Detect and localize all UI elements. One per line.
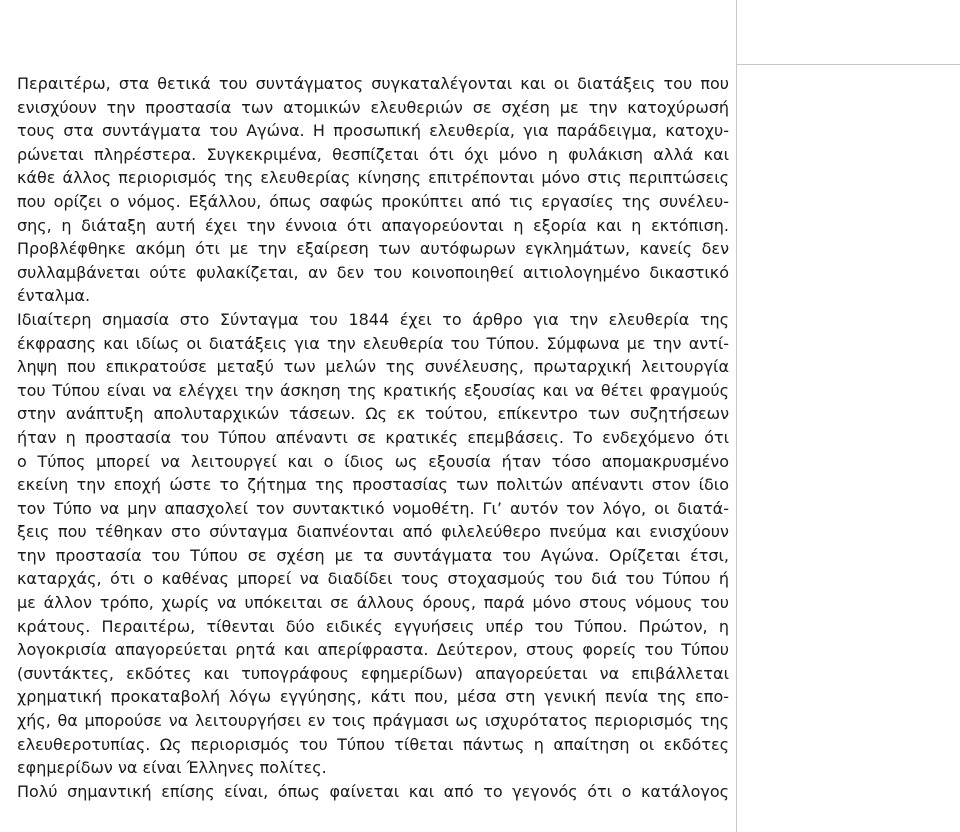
text-line: ρώνεται πληρέστερα. Συγκεκριμένα, θεσπίζεται ότι όχι μόνο η φυλάκιση αλλά και	[17, 144, 729, 164]
page-guide-vertical	[736, 0, 737, 832]
text-line: με άλλον τρόπο, χωρίς να υπόκειται σε άλλους όρους, παρά μόνο στους νόμους του	[17, 593, 729, 613]
text-line: Πολύ σημαντική επίσης είναι, όπως φαίνεται και από το γεγονός ότι ο κατάλογος	[17, 781, 729, 801]
text-line: κάθε άλλος περιορισμός της ελευθερίας κίνησης επιτρέπονται μόνο στις περιπτώσεις	[17, 168, 729, 188]
text-line: (συντάκτες, εκδότες και τυπογράφους εφημερίδων) απαγορεύεται να επιβάλλεται	[17, 663, 729, 683]
text-line: συλλαμβάνεται ούτε φυλακίζεται, αν δεν του κοινοποιηθεί αιτιολογημένο δικαστικό	[17, 262, 729, 282]
text-line: σης, η διάταξη αυτή έχει την έννοια ότι απαγορεύονται η εξορία και η εκτόπιση.	[17, 215, 729, 235]
text-line: καταρχάς, ότι ο καθένας μπορεί να διαδίδει τους στοχασμούς του διά του Τύπου ή	[17, 569, 729, 589]
text-line: στην ανάπτυξη απολυταρχικών τάσεων. Ως εκ τούτου, επίκεντρο των συζητήσεων	[17, 404, 729, 424]
text-line: Προβλέφθηκε ακόμη ότι με την εξαίρεση των αυτόφωρων εγκλημάτων, κανείς δεν	[17, 239, 729, 259]
text-line: λογοκρισία απαγορεύεται ρητά και απερίφραστα. Δεύτερον, στους φορείς του Τύπου	[17, 640, 729, 660]
text-line: Ιδιαίτερη σημασία στο Σύνταγμα του 1844 έχει το άρθρο για την ελευθερία της	[17, 309, 729, 329]
text-line: ληψη που επικρατούσε μεταξύ των μελών της συνέλευσης, πρωταρχική λειτουργία	[17, 357, 729, 377]
text-line: έκφρασης και ιδίως οι διατάξεις για την ελευθερία του Τύπου. Σύμφωνα με την αντί-	[17, 333, 729, 353]
text-line: τον Τύπο να μην απασχολεί τον συντακτικό νομοθέτη. Γι’ αυτόν τον λόγο, οι διατά-	[17, 498, 729, 518]
text-line: ξεις που τέθηκαν στο σύνταγμα διαπνέονται από φιλελεύθερο πνεύμα και ενισχύουν	[17, 522, 729, 542]
text-line: εκείνη την εποχή ώστε το ζήτημα της προστασίας των πολιτών απέναντι στον ίδιο	[17, 475, 729, 495]
text-line: ελευθεροτυπίας. Ως περιορισμός του Τύπου τίθεται πάντως η απαίτηση οι εκδότες	[17, 734, 729, 754]
text-line: τους στα συντάγματα του Αγώνα. Η προσωπική ελευθερία, για παράδειγμα, κατοχυ-	[17, 121, 729, 141]
text-line: την προστασία του Τύπου σε σχέση με τα συντάγματα του Αγώνα. Ορίζεται έτσι,	[17, 545, 729, 565]
text-line: ο Τύπος μπορεί να λειτουργεί και ο ίδιος ως εξουσία ήταν τόσο απομακρυσμένο	[17, 451, 729, 471]
text-line: ήταν η προστασία του Τύπου απέναντι σε κρατικές επεμβάσεις. Το ενδεχόμενο ότι	[17, 427, 729, 447]
body-text	[17, 72, 729, 803]
text-line: ένταλμα.	[17, 286, 91, 306]
text-line: χής, θα μπορούσε να λειτουργήσει εν τοις πράγμασι ως ισχυρότατος περιορισμός της	[17, 711, 729, 731]
text-line: ενισχύουν την προστασία των ατομικών ελευθεριών σε σχέση με την κατοχύρωσή	[17, 97, 729, 117]
text-line: που ορίζει ο νόμος. Εξάλλου, όπως σαφώς προκύπτει από τις εργασίες της συνέλευ-	[17, 191, 729, 211]
text-line: Περαιτέρω, στα θετικά του συντάγματος συγκαταλέγονται και οι διατάξεις του που	[17, 74, 729, 93]
text-line: κράτους. Περαιτέρω, τίθενται δύο ειδικές εγγυήσεις υπέρ του Τύπου. Πρώτον, η	[17, 616, 729, 636]
text-line: εφημερίδων να είναι Έλληνες πολίτες.	[17, 758, 327, 778]
text-line: χρηματική προκαταβολή λόγω εγγύησης, κάτι που, μέσα στη γενική πενία της επο-	[17, 687, 729, 707]
page-guide-horizontal	[736, 64, 960, 65]
text-line: του Τύπου είναι να ελέγχει την άσκηση της κρατικής εξουσίας και να θέτει φραγμούς	[17, 380, 729, 400]
